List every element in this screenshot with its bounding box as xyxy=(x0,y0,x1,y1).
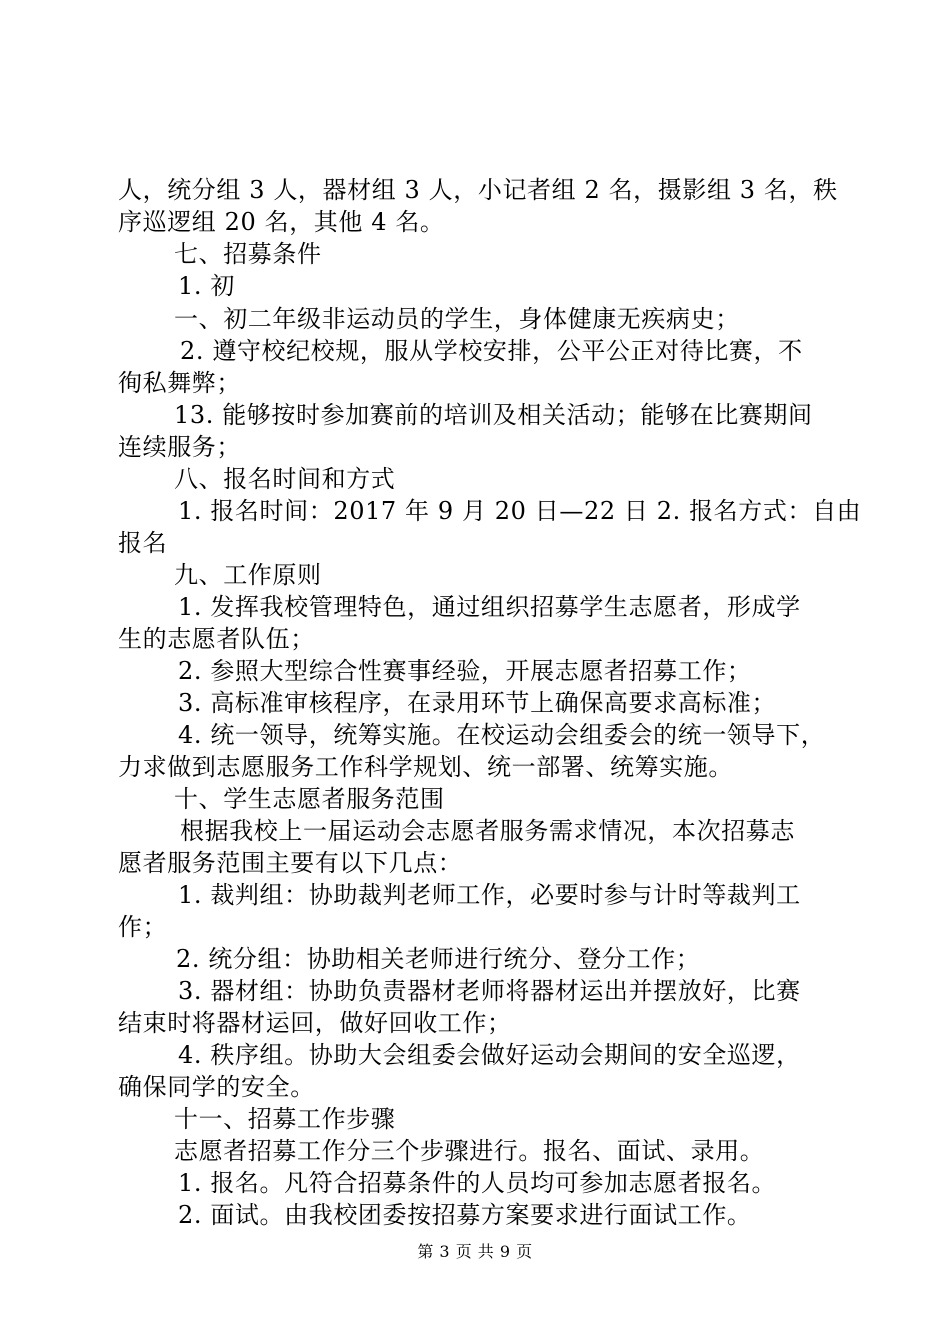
section-heading-nine: 九、工作原则 xyxy=(174,561,322,589)
page-number-footer: 第 3 页 共 9 页 xyxy=(417,1242,533,1261)
text-line: 4. 秩序组。协助大会组委会做好运动会期间的安全巡逻， xyxy=(178,1041,801,1069)
text-line: 报名 xyxy=(118,529,168,557)
text-line: 1. 报名时间：2017 年 9 月 20 日—22 日 2. 报名方式：自由 xyxy=(178,497,862,525)
text-line: 3. 器材组：协助负责器材老师将器材运出并摆放好，比赛 xyxy=(178,977,801,1005)
text-line: 人，统分组 3 人，器材组 3 人，小记者组 2 名，摄影组 3 名，秩 xyxy=(118,176,838,204)
text-line: 结束时将器材运回，做好回收工作； xyxy=(118,1009,512,1037)
text-line: 一、初二年级非运动员的学生，身体健康无疾病史； xyxy=(174,305,740,333)
text-line: 作； xyxy=(118,913,168,941)
text-line: 1. 初 xyxy=(178,272,235,300)
text-line: 4. 统一领导，统筹实施。在校运动会组委会的统一领导下， xyxy=(178,721,826,749)
text-line: 确保同学的安全。 xyxy=(118,1073,315,1101)
text-line: 1. 发挥我校管理特色，通过组织招募学生志愿者，形成学 xyxy=(178,593,801,621)
text-line: 根据我校上一届运动会志愿者服务需求情况，本次招募志 xyxy=(180,817,795,845)
text-line: 13. 能够按时参加赛前的培训及相关活动；能够在比赛期间 xyxy=(174,401,813,429)
text-line: 1. 报名。凡符合招募条件的人员均可参加志愿者报名。 xyxy=(178,1169,777,1197)
section-heading-eleven: 十一、招募工作步骤 xyxy=(174,1105,396,1133)
text-line: 生的志愿者队伍； xyxy=(118,625,315,653)
text-line: 3. 高标准审核程序，在录用环节上确保高要求高标准； xyxy=(178,689,777,717)
text-line: 志愿者招募工作分三个步骤进行。报名、面试、录用。 xyxy=(174,1137,765,1165)
text-line: 2. 参照大型综合性赛事经验，开展志愿者招募工作； xyxy=(178,657,752,685)
text-line: 2. 统分组：协助相关老师进行统分、登分工作； xyxy=(176,945,701,973)
section-heading-eight: 八、报名时间和方式 xyxy=(174,465,396,493)
text-line: 连续服务； xyxy=(118,433,241,461)
text-line: 愿者服务范围主要有以下几点： xyxy=(118,849,463,877)
section-heading-ten: 十、学生志愿者服务范围 xyxy=(174,785,445,813)
text-line: 1. 裁判组：协助裁判老师工作，必要时参与计时等裁判工 xyxy=(178,881,801,909)
section-heading-seven: 七、招募条件 xyxy=(174,240,322,268)
text-line: 2. 面试。由我校团委按招募方案要求进行面试工作。 xyxy=(178,1201,752,1229)
text-line: 力求做到志愿服务工作科学规划、统一部署、统筹实施。 xyxy=(118,753,733,781)
text-line: 序巡逻组 20 名，其他 4 名。 xyxy=(118,208,445,236)
text-line: 徇私舞弊； xyxy=(118,369,241,397)
text-line: 2. 遵守校纪校规，服从学校安排，公平公正对待比赛，不 xyxy=(180,337,803,365)
